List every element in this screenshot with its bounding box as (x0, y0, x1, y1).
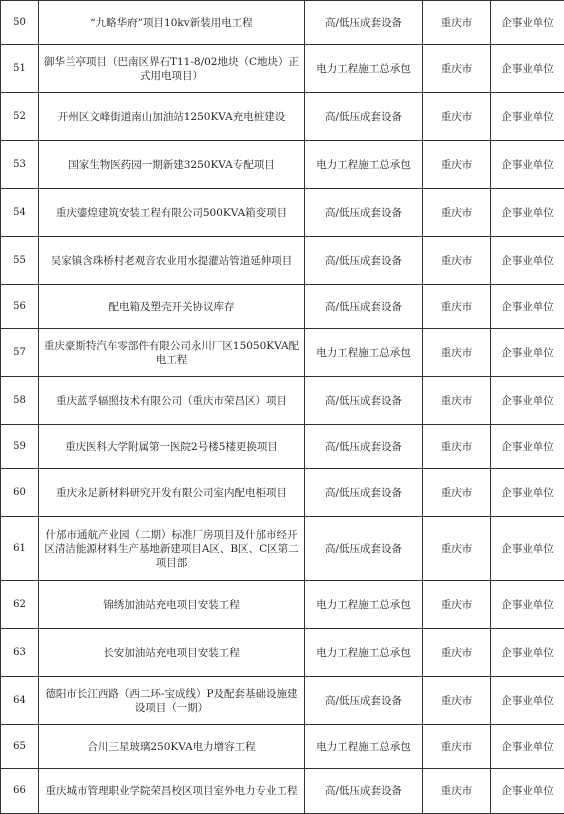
project-name: 重庆鎏煌建筑安装工程有限公司500KVA箱变项目 (39, 189, 305, 237)
row-number: 51 (1, 45, 39, 93)
table-row (1, 93, 564, 141)
client-type: 企事业单位 (491, 45, 564, 93)
table-row (1, 189, 564, 237)
row-number: 64 (1, 677, 39, 725)
client-type: 企事业单位 (491, 725, 564, 769)
project-name: 国家生物医药园一期新建3250KVA专配项目 (39, 141, 305, 189)
project-name: 重庆蓝孚辐照技术有限公司（重庆市荣昌区）项目 (39, 377, 305, 425)
row-number: 57 (1, 329, 39, 377)
row-number: 63 (1, 629, 39, 677)
row-number: 53 (1, 141, 39, 189)
project-name: 配电箱及塑壳开关协议库存 (39, 285, 305, 329)
table-row (1, 769, 564, 814)
table-row (1, 237, 564, 285)
project-city: 重庆市 (423, 93, 491, 141)
table-row (1, 425, 564, 469)
project-category: 电力工程施工总承包 (305, 329, 423, 377)
project-category: 高/低压成套设备 (305, 1, 423, 45)
project-city: 重庆市 (423, 581, 491, 629)
project-category: 电力工程施工总承包 (305, 581, 423, 629)
project-category: 高/低压成套设备 (305, 517, 423, 581)
project-category: 电力工程施工总承包 (305, 725, 423, 769)
project-category: 高/低压成套设备 (305, 677, 423, 725)
client-type: 企事业单位 (491, 517, 564, 581)
client-type: 企事业单位 (491, 377, 564, 425)
project-name: 重庆城市管理职业学院荣昌校区项目室外电力专业工程 (39, 769, 305, 814)
client-type: 企事业单位 (491, 629, 564, 677)
table-row (1, 329, 564, 377)
row-number: 56 (1, 285, 39, 329)
project-city: 重庆市 (423, 189, 491, 237)
project-name: 长安加油站充电项目安装工程 (39, 629, 305, 677)
project-city: 重庆市 (423, 45, 491, 93)
project-name: 重庆豪斯特汽车零部件有限公司永川厂区15050KVA配电工程 (39, 329, 305, 377)
table-row (1, 517, 564, 581)
table-row (1, 677, 564, 725)
table-row (1, 377, 564, 425)
project-category: 高/低压成套设备 (305, 189, 423, 237)
project-city: 重庆市 (423, 285, 491, 329)
project-city: 重庆市 (423, 725, 491, 769)
row-number: 55 (1, 237, 39, 285)
row-number: 62 (1, 581, 39, 629)
row-number: 58 (1, 377, 39, 425)
project-category: 高/低压成套设备 (305, 469, 423, 517)
project-city: 重庆市 (423, 629, 491, 677)
client-type: 企事业单位 (491, 425, 564, 469)
project-category: 高/低压成套设备 (305, 769, 423, 814)
project-city: 重庆市 (423, 329, 491, 377)
project-category: 高/低压成套设备 (305, 377, 423, 425)
client-type: 企事业单位 (491, 285, 564, 329)
project-name: “九略华府”项目10kv新装用电工程 (39, 1, 305, 45)
project-city: 重庆市 (423, 677, 491, 725)
table-row (1, 629, 564, 677)
client-type: 企事业单位 (491, 677, 564, 725)
project-city: 重庆市 (423, 141, 491, 189)
table-row (1, 581, 564, 629)
project-city: 重庆市 (423, 769, 491, 814)
project-category: 电力工程施工总承包 (305, 629, 423, 677)
client-type: 企事业单位 (491, 237, 564, 285)
row-number: 54 (1, 189, 39, 237)
project-name: 合川三星玻璃250KVA电力增容工程 (39, 725, 305, 769)
project-city: 重庆市 (423, 469, 491, 517)
project-city: 重庆市 (423, 425, 491, 469)
project-name: 什邡市通航产业园（二期）标准厂房项目及什邡市经开区清洁能源材料生产基地新建项目A区、B区、C区第二项目部 (39, 517, 305, 581)
project-category: 高/低压成套设备 (305, 237, 423, 285)
row-number: 60 (1, 469, 39, 517)
row-number: 50 (1, 1, 39, 45)
project-category: 高/低压成套设备 (305, 425, 423, 469)
client-type: 企事业单位 (491, 141, 564, 189)
project-name: 重庆医科大学附属第一医院2号楼5楼更换项目 (39, 425, 305, 469)
table-row (1, 1, 564, 45)
client-type: 企事业单位 (491, 1, 564, 45)
project-city: 重庆市 (423, 1, 491, 45)
project-city: 重庆市 (423, 237, 491, 285)
row-number: 52 (1, 93, 39, 141)
project-name: 吴家镇含珠桥村老观音农业用水提灌站管道延伸项目 (39, 237, 305, 285)
row-number: 61 (1, 517, 39, 581)
project-name: 德阳市长江西路（西二环-宝成线）P及配套基础设施建设项目（一期） (39, 677, 305, 725)
project-category: 电力工程施工总承包 (305, 141, 423, 189)
table-row (1, 725, 564, 769)
client-type: 企事业单位 (491, 769, 564, 814)
client-type: 企事业单位 (491, 189, 564, 237)
row-number: 66 (1, 769, 39, 814)
project-city: 重庆市 (423, 517, 491, 581)
client-type: 企事业单位 (491, 93, 564, 141)
table-row (1, 45, 564, 93)
project-name: 开州区文峰街道南山加油站1250KVA充电桩建设 (39, 93, 305, 141)
row-number: 65 (1, 725, 39, 769)
table-row (1, 285, 564, 329)
table-row (1, 141, 564, 189)
project-name: 锦绣加油站充电项目安装工程 (39, 581, 305, 629)
client-type: 企事业单位 (491, 329, 564, 377)
project-name: 御华兰亭项目（巴南区界石T11-8/02地块（C地块）正式用电项目） (39, 45, 305, 93)
project-category: 高/低压成套设备 (305, 285, 423, 329)
project-name: 重庆永足新材料研究开发有限公司室内配电柜项目 (39, 469, 305, 517)
project-city: 重庆市 (423, 377, 491, 425)
client-type: 企事业单位 (491, 469, 564, 517)
client-type: 企事业单位 (491, 581, 564, 629)
row-number: 59 (1, 425, 39, 469)
project-category: 高/低压成套设备 (305, 93, 423, 141)
project-category: 电力工程施工总承包 (305, 45, 423, 93)
table-row (1, 469, 564, 517)
